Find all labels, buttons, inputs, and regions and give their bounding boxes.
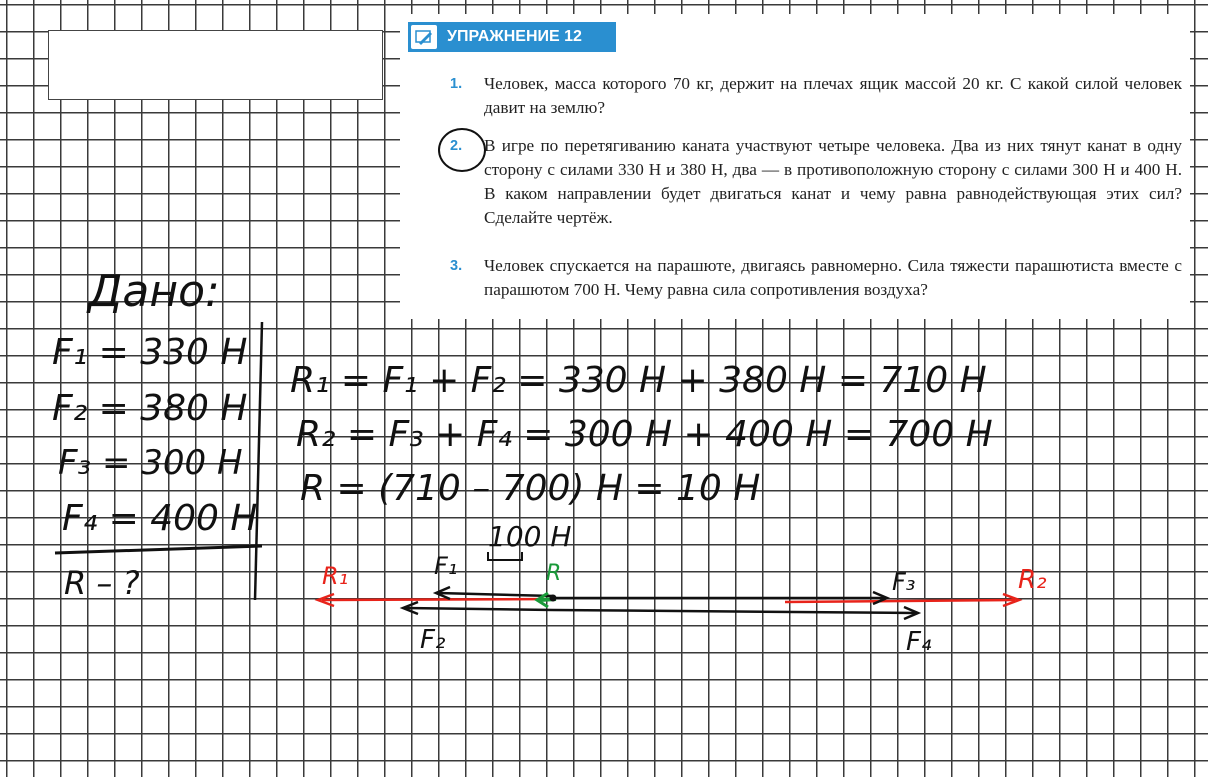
solution-r: R = (710 – 700) Н = 10 Н [300, 468, 761, 509]
scale-bracket [488, 552, 522, 560]
solution-r1: R₁ = F₁ + F₂ = 330 Н + 380 Н = 710 Н [290, 360, 987, 401]
application-point [550, 595, 557, 602]
f1-arrow [438, 593, 553, 596]
scale-label: 100 Н [488, 520, 572, 553]
r2-arrow [785, 600, 1015, 602]
r1-label: R₁ [322, 562, 349, 590]
given-f3: F₃ = 300 Н [58, 443, 243, 483]
solution-r2: R₂ = F₃ + F₄ = 300 Н + 400 Н = 700 Н [296, 414, 993, 455]
task-number: 1. [450, 76, 463, 92]
f1-label: F₁ [434, 552, 458, 580]
given-f2: F₂ = 380 Н [52, 388, 248, 429]
given-divider-vertical [255, 322, 262, 600]
given-heading: Дано: [88, 266, 220, 317]
r-label: R [546, 561, 562, 586]
f2-arrow [405, 608, 553, 610]
task-text: Человек спускается на парашюте, двигаясь равномерно. Сила тяжести парашютиста вместе с парашютом 700 Н. Чему равна сила сопротивления воздуха? [484, 256, 1182, 299]
task-number: 3. [450, 258, 463, 274]
find-label: R – ? [64, 564, 140, 602]
given-divider-horizontal [55, 546, 262, 553]
exercise-title: УПРАЖНЕНИЕ 12 [447, 28, 582, 45]
f4-label: F₄ [906, 627, 932, 657]
given-f1: F₁ = 330 Н [52, 332, 248, 373]
task-text: В игре по перетягиванию каната участвуют четыре человека. Два из них тянут канат в одну сторону с силами 330 Н и 380 Н, два — в противоположную сторону с силами 300 Н и 400 Н. В каком направлении будет двигаться канат и чему равна равнодействующая этих сил? Сделайте чертёж. [484, 136, 1182, 227]
given-f4: F₄ = 400 Н [62, 498, 258, 539]
task-text: Человек, масса которого 70 кг, держит на плечах ящик массой 20 кг. С какой силой человек давит на землю? [484, 74, 1182, 117]
f4-arrow [553, 610, 916, 613]
f2-label: F₂ [420, 625, 446, 655]
f3-label: F₃ [892, 568, 916, 596]
task-number: 2. [450, 138, 463, 154]
r1-arrow [322, 599, 555, 600]
r2-label: R₂ [1018, 565, 1047, 595]
